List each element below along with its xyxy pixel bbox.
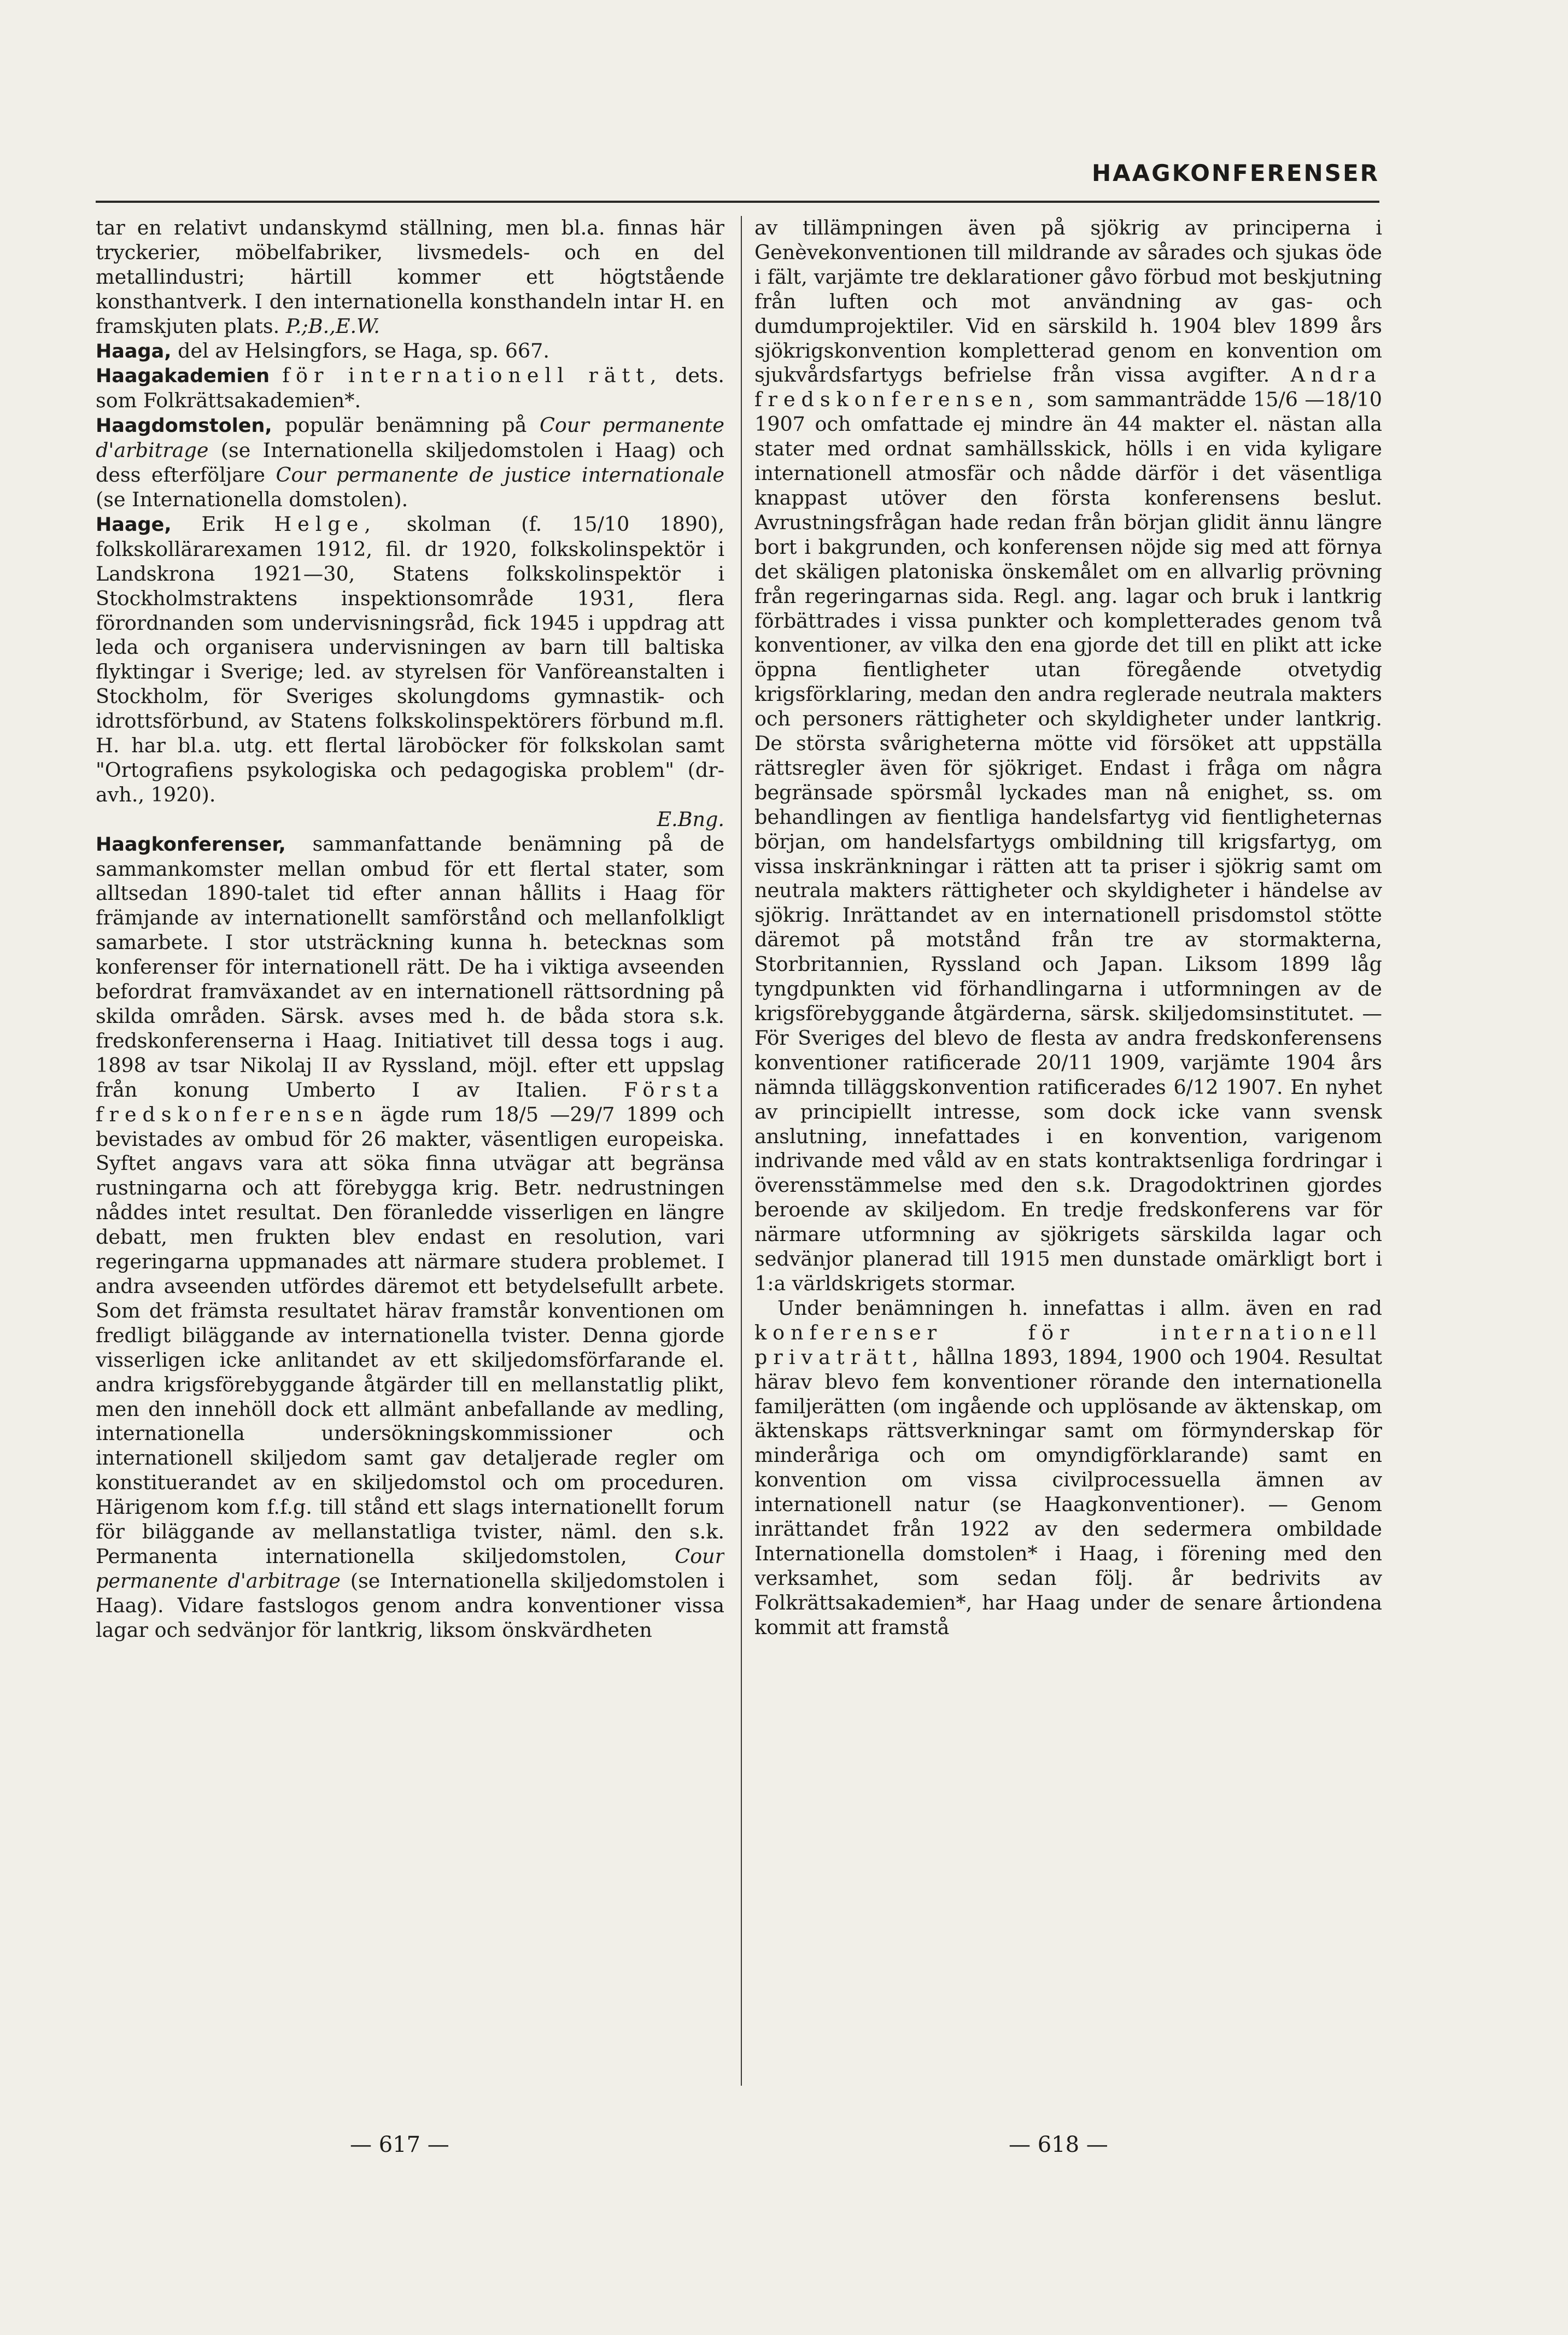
entry-text: Under benämningen h. innefattas i allm. även en rad [777,1296,1382,1320]
italic-term: Cour permanente d'arbitrage [96,413,724,463]
entry-text: skolman (f. 15/10 1890), folkskollärarexamen 1912, fil. dr 1920, folkskolinspektör i Landskrona 1921—30, Statens folkskolinspektör i Stockholmstraktens inspektionsområde 1931, flera förordnanden som undervisningsråd, fick 1945 i uppdrag att leda och organisera undervisningen av barn till baltiska flyktingar i Sverige; led. av styrelsen för Vanföreanstalten i Stockholm, för Sveriges skolungdoms gymnastik- och idrottsförbund, av Statens folkskolinspektörers förbund m.fl. H. har bl.a. utg. ett flertal läroböcker för folkskolan samt "Ortografiens psykologiska och pedagogiska problem" (dr-avh., 1920). [96,512,724,806]
spaced-text: Helge, [274,512,377,536]
headword: Haaga, [96,340,172,362]
headword: Haagakademien [96,365,270,388]
entry-continuation [754,216,1382,1296]
continuation-text: tar en relativt undanskymd ställning, men bl.a. finnas här tryckerier, möbelfabriker, livsmedels- och en del metallindustri; härtill kommer ett högtstående konsthantverk. I den internationella konsthandeln intar H. en framskjuten plats. [96,216,724,338]
headword: Haage, [96,513,172,536]
headword: Haagdomstolen, [96,415,272,437]
entry-text: dets. som Folkrättsakademien*. [96,364,724,413]
entry-text: del av Helsingfors, se Haga, sp. 667. [178,338,550,362]
headword: Haagkonferenser, [96,833,286,856]
entry-text: (se Internationella skiljedomstolen i Haag). Vidare fastslogos genom andra konventioner vissa lagar och sedvänjor för lantkrig, liksom önskvärdheten [96,1569,724,1642]
entry-text: av tillämpningen även på sjökrig av principerna i Genèvekonventionen till mildrande av sårades och sjukas öde i fält, varjämte tre deklarationer gåvo förbud mot beskjutning från luften och mot användning av gas- och dumdumprojektiler. Vid en särskild h. 1904 blev 1899 års sjökrigskonvention kompletterad genom en konvention om sjukvårdsfartygs befrielse från vissa avgifter. [754,216,1382,387]
entry-text: som sammanträdde 15/6 —18/10 1907 och omfattade ej mindre än 44 makter el. nästan alla stater med ordnat samhällsskick, hölls i en vida kyligare internationell atmosfär och nådde därför i det väsentliga knappast utöver den första konferensens beslut. Avrustningsfrågan hade redan från början glidit ännu längre bort i bakgrunden, och konferensen nöjde sig med att förnya det skäligen platoniska önskemålet om en allvarlig prövning från regeringarnas sida. Regl. ang. lagar och bruk i lantkrig förbättrades i vissa punkter och kompletterades genom två konventioner, av vilka den ena gjorde det till en plikt att icke öppna fientligheter utan föregående otvetydig krigsförklaring, medan den andra reglerade neutrala makters och personers rättigheter och skyldigheter under lantkrig. De största svårigheterna mötte vid försöket att uppställa rättsregler även för sjökriget. Endast i fråga om några begränsade spörsmål lyckades man nå enighet, ss. om behandlingen av fientliga handelsfartyg vid fientligheternas början, om handelsfartygs ombildning till krigsfartyg, om vissa inskränkningar i rätten att ta priser i sjökrig samt om neutrala makters rättigheter och skyldigheter i händelse av sjökrig. Inrättandet av en internationell prisdomstol stötte däremot på motstånd från tre av stormakterna, Storbritannien, Ryssland och Japan. Liksom 1899 låg tyngdpunkten vid förhandlingarna i utformningen av de krigsförebyggande åtgärderna, särsk. skiljedomsinstitutet. — För Sveriges del blevo de flesta av andra fredskonferensens konventioner ratificerade 20/11 1909, varjämte 1904 års nämnda tilläggskonvention ratificerades 6/12 1907. En nyhet av principiellt intresse, som dock icke vann svensk anslutning, innefattades i en konvention, varigenom indrivande med våld av en stats kontraktsenliga fordringar i överensstämmelse med den s.k. Dragodoktrinen gjordes beroende av skiljedom. En tredje fredskonferens var för närmare utformning av sjökrigets särskilda lagar och sedvänjor planerad till 1915 men dunstade omärkligt bort i 1:a världskrigets stormar. [754,388,1382,1295]
spaced-text: Första fredskonferensen [96,1078,724,1126]
column-divider [741,216,742,2086]
column-618 [754,216,1382,2102]
spaced-text: konferenser för internationell privaträtt, [754,1320,1382,1369]
page-number-left: — 617 — [350,2132,449,2157]
entry-text: sammanfattande benämning på de sammankomster mellan ombud för ett flertal stater, som alltsedan 1890-talet tid efter annan hållits i Haag för främjande av internationellt samförstånd och mellanfolkligt samarbete. I stor utsträckning kunna h. betecknas som konferenser för internationell rätt. De ha i viktiga avseenden befordrat framväxandet av en internationell rättsordning på skilda områden. Särsk. avses med h. de båda stora s.k. fredskonferenserna i Haag. Initiativet till dessa togs i aug. 1898 av tsar Nikolaj II av Ryssland, möjl. efter ett uppslag från konung Umberto I av Italien. [96,832,724,1102]
author-signature: E.Bng. [657,807,724,831]
entry-text: (se Internationella domstolen). [96,487,408,511]
entry-haagdomstolen [96,413,724,512]
page-number-right: — 618 — [1009,2132,1108,2157]
italic-term: Cour permanente de justice internationale [276,463,724,487]
entry-haage [96,512,724,832]
entry-text: Erik [201,512,244,536]
header-rule [96,201,1379,203]
entry-text: populär benämning på [285,413,527,437]
author-signature: P.;B.,E.W. [285,314,380,338]
entry-text: hållna 1893, 1894, 1900 och 1904. Resultat härav blevo fem konventioner rörande den internationella familjerätten (om ingående och upplösande av äktenskap, om äktenskaps rättsverkningar samt om förmynderskap för minderåriga och om omyndigförklarande) samt en konvention om vissa civilprocessuella ämnen av internationell natur (se Haagkonventioner). — Genom inrättandet från 1922 av den sedermera ombildade Internationella domstolen* i Haag, i förening med den verksamhet, som sedan följ. år bedrivits av Folkrättsakademien*, har Haag under de senare årtiondena kommit att framstå [754,1345,1382,1639]
italic-term: Cour permanente d'arbitrage [96,1544,724,1593]
entry-text: ägde rum 18/5 —29/7 1899 och bevistades av ombud för 26 makter, väsentligen europeiska. Syftet angavs vara att söka finna utvägar att begränsa rustningarna och att förebygga krig. Betr. nedrustningen nåddes intet resultat. Den föranledde visserligen en längre debatt, men frukten blev endast en resolution, vari regeringarna uppmanades att närmare studera problemet. I andra avseenden utfördes däremot ett betydelsefullt arbete. Som det främsta resultatet härav framstår konventionen om fredligt biläggande av internationella tvister. Denna gjorde visserligen icke anlitandet av ett skiljedomsförfarande el. andra krigsförebyggande åtgärder till en mellanstatlig plikt, men den innehöll dock ett allmänt anbefallande av medling, internationella undersökningskommissioner och internationell skiljedom samt gav detaljerade regler om konstituerandet av en skiljedomstol och om proceduren. Härigenom kom f.f.g. till stånd ett slags internationellt forum för biläggande av mellanstatliga tvister, näml. den s.k. Permanenta internationella skiljedomstolen, [96,1102,724,1568]
entry-haagkonferenser [96,832,724,1643]
entry-text: (se Internationella skiljedomstolen i Haag) och dess efterföljare [96,438,724,487]
running-head: HAAGKONFERENSER [1092,160,1379,186]
entry-haagakademien [96,364,724,413]
paragraph-privatratt [754,1296,1382,1640]
entry-haaga [96,339,724,364]
column-617 [96,216,724,2102]
spaced-text: Andra fredskonferensen, [754,363,1382,412]
spaced-text: för internationell rätt, [282,364,663,388]
entry-continuation [96,216,724,339]
